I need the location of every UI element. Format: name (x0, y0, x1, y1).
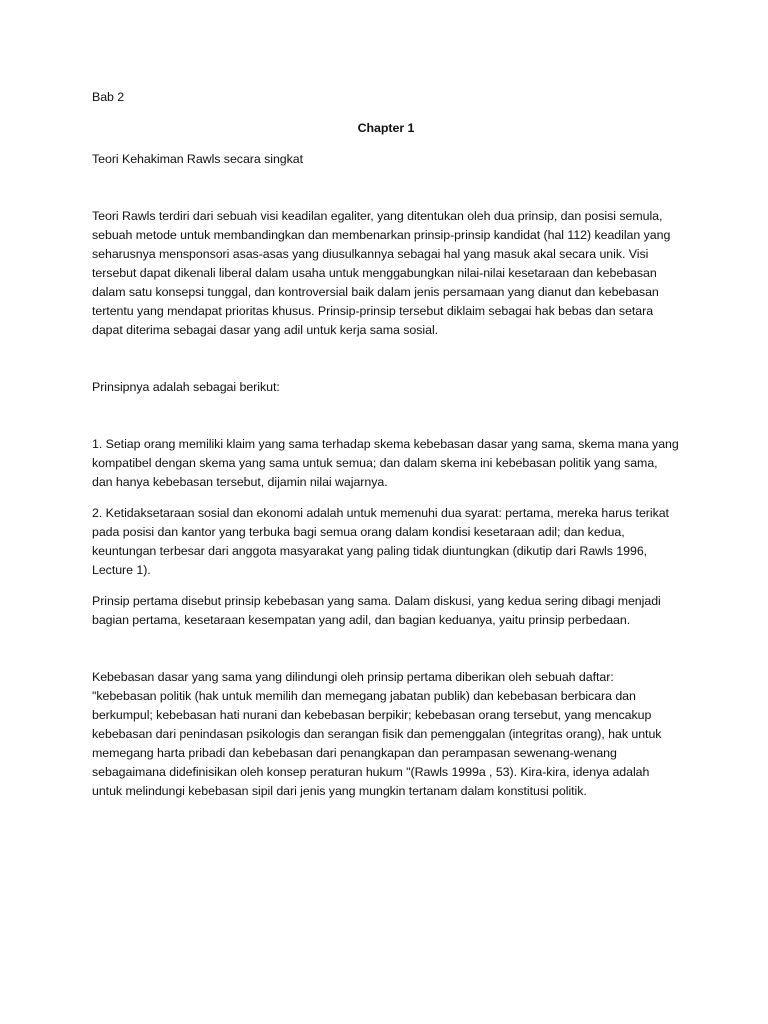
document-page (92, 88, 680, 801)
principle-item-2: 2. Ketidaksetaraan sosial dan ekonomi adalah untuk memenuhi dua syarat: pertama, mereka harus terikat pada posisi dan kantor yang terbuka bagi semua orang dalam kondisi kesetaraan adil; dan kedua, keuntungan terbesar dari anggota masyarakat yang paling tidak diuntungkan (dikutip dari Rawls 1996, Lecture 1). (92, 506, 669, 577)
bab-label: Bab 2 (92, 90, 125, 104)
principle-item-1: 1. Setiap orang memiliki klaim yang sama terhadap skema kebebasan dasar yang sama, skema mana yang kompatibel dengan skema yang sama untuk semua; dan dalam skema ini kebebasan politik yang sama, dan hanya kebebasan tersebut, dijamin nilai wajarnya. (92, 437, 679, 489)
paragraph-principles-note: Prinsip pertama disebut prinsip kebebasan yang sama. Dalam diskusi, yang kedua sering dibagi menjadi bagian pertama, kesetaraan kesempatan yang adil, dan bagian keduanya, yaitu prinsip perbedaan. (92, 594, 661, 627)
chapter-heading: Chapter 1 (357, 121, 415, 135)
section-subtitle: Teori Kehakiman Rawls secara singkat (92, 152, 304, 166)
paragraph-basic-liberties: Kebebasan dasar yang sama yang dilindungi oleh prinsip pertama diberikan oleh sebuah daftar: "kebebasan politik (hak untuk memilih dan memegang jabatan publik) dan kebebasan berbicara dan berkumpul; kebebasan hati nurani dan kebebasan berpikir; kebebasan orang tersebut, yang mencakup kebebasan dari penindasan psikologis dan serangan fisik dan pemenggalan (integritas orang), hak untuk memegang harta pribadi dan kebebasan dari penangkapan dan perampasan sewenang-wenang sebagaimana didefinisikan oleh konsep peraturan hukum "(Rawls 1999a , 53). Kira-kira, idenya adalah untuk melindungi kebebasan sipil dari jenis yang mungkin tertanam dalam konstitusi politik. (92, 670, 662, 798)
paragraph-intro: Teori Rawls terdiri dari sebuah visi keadilan egaliter, yang ditentukan oleh dua prinsip, dan posisi semula, sebuah metode untuk membandingkan dan membenarkan prinsip-prinsip kandidat (hal 112) keadilan yang seharusnya mensponsori asas-asas yang diusulkannya sebagai hal yang masuk akal secara unik. Visi tersebut dapat dikenali liberal dalam usaha untuk menggabungkan nilai-nilai kesetaraan dan kebebasan dalam satu konsepsi tunggal, dan kontroversial baik dalam jenis persamaan yang dianut dan kebebasan tertentu yang mendapat prioritas khusus. Prinsip-prinsip tersebut diklaim sebagai hak bebas dan setara dapat diterima sebagai dasar yang adil untuk kerja sama sosial. (92, 209, 671, 337)
principles-heading: Prinsipnya adalah sebagai berikut: (92, 380, 280, 394)
